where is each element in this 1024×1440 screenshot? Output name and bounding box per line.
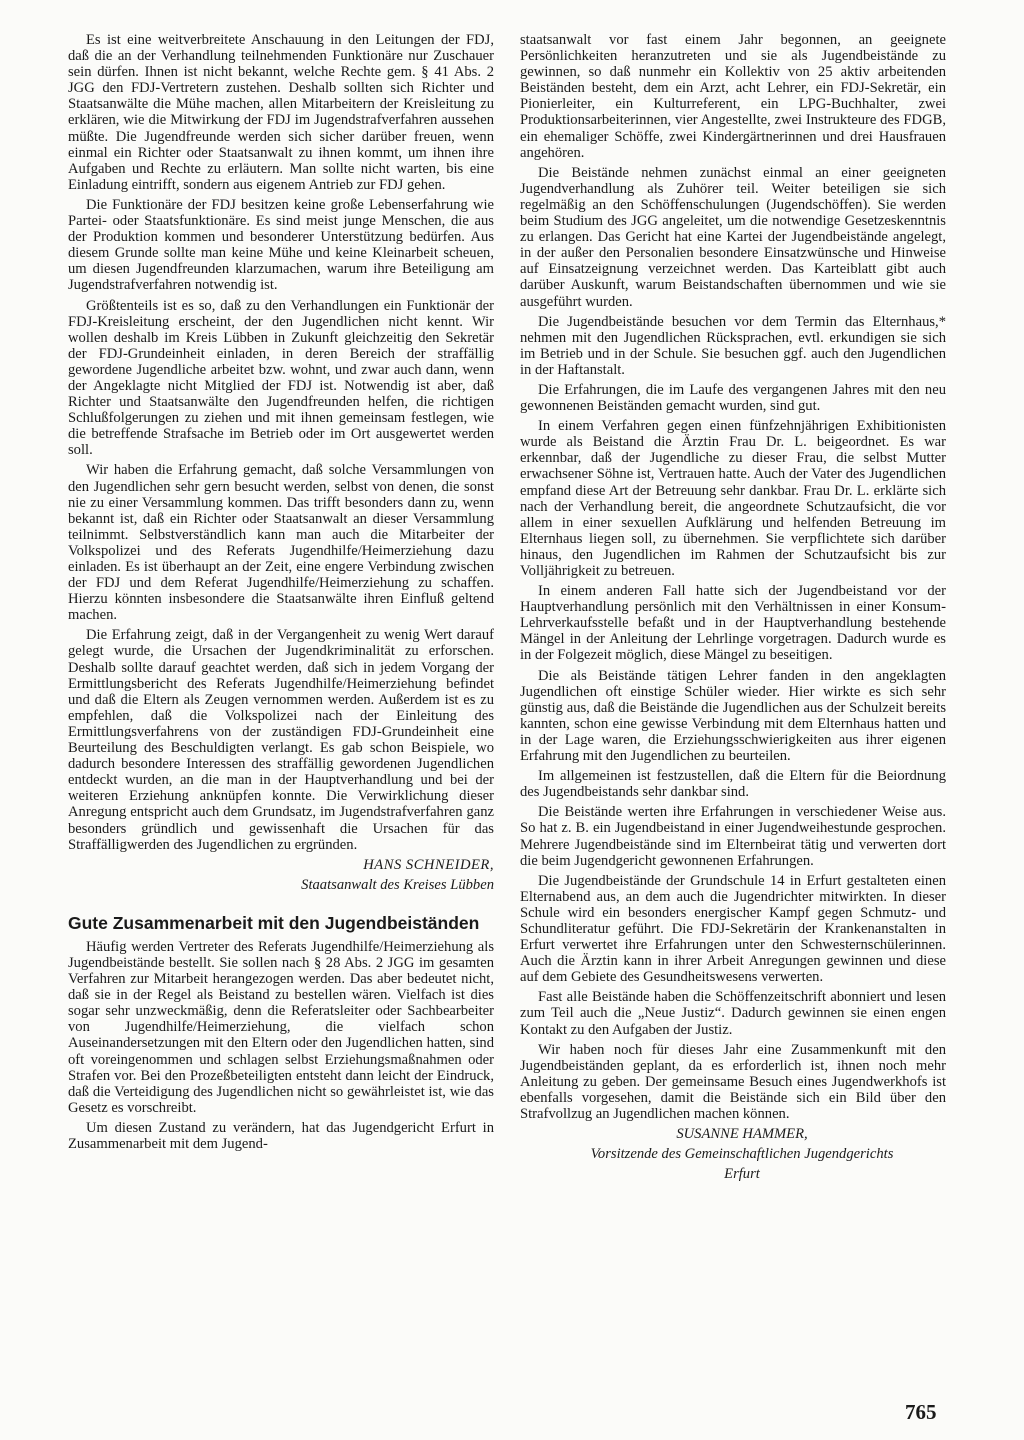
paragraph: Wir haben die Erfahrung gemacht, daß solche Versammlungen von den Jugendlichen sehr gern besucht werden, selbst von denen, die sonst nie zu einer Versammlung kommen. Das trifft besonders dann zu, wenn bekannt ist, daß ein Richter oder Staatsanwalt an dieser Versammlung teilnimmt. Selbstverständlich kann man auch die Mitarbeiter der Volkspolizei und des Referats Jugendhilfe/Heimerziehung dazu einladen. Es ist überhaupt an der Zeit, eine engere Verbindung zwischen der FDJ und dem Referat Jugendhilfe/Heimerziehung zu schaffen. Hierzu könnten insbesondere die Staatsanwälte ihren Einfluß geltend machen.	[68, 462, 494, 624]
author-name	[520, 1126, 946, 1142]
author-place: Erfurt	[724, 1166, 760, 1183]
paragraph: In einem anderen Fall hatte sich der Jugendbeistand vor der Hauptverhandlung persönlich mit den Verhältnissen in einer Konsum-Lehrverkaufsstelle befaßt und in der Hauptverhandlung bestehende Mängel in der Anleitung der Lehrlinge vorgetragen. Dadurch wurde es in der Folgezeit möglich, diese Mängel zu beseitigen.	[520, 583, 946, 664]
page-number: 765	[905, 1400, 937, 1424]
paragraph: Die als Beistände tätigen Lehrer fanden in den angeklagten Jugendlichen oft einstige Schüler wieder. Hier wirkte es sich sehr günstig aus, daß die Beistände die Jugendlichen aus der Schulzeit bereits kannten, schon eine gewisse Verbindung mit dem Elternhaus hatten und in der Lage waren, die Erziehungsschwierigkeiten aus ihrer eigenen Erfahrung mit den Jugendlichen zu beurteilen.	[520, 667, 946, 765]
paragraph: Die Jugendbeistände besuchen vor dem Termin das Elternhaus,* nehmen mit den Jugendlichen Rücksprachen, evtl. erkundigen sie sich im Betrieb und in der Schule. Sie besuchen ggf. auch den Jugendlichen in der Haftanstalt.	[520, 313, 946, 378]
left-column	[68, 32, 494, 1156]
paragraph: Größtenteils ist es so, daß zu den Verhandlungen ein Funktionär der FDJ-Kreisleitung erscheint, der den Jugendlichen nicht kennt. Wir wollen deshalb im Kreis Lübben in Zukunft gleichzeitig den Sekretär der FDJ-Grundeinheit einladen, in deren Bereich der straffällig gewordene Jugendliche arbeitet bzw. wohnt, und zwar auch dann, wenn der Angeklagte nicht Mitglied der FDJ ist. Notwendig ist aber, daß Richter und Staatsanwälte den Jugendfreunden helfen, die richtigen Schlußfolgerungen zu ziehen und mit ihnen gemeinsam festlegen, wie die betreffende Strafsache im Betrieb oder im Ort ausgewertet werden soll.	[68, 297, 494, 459]
author-name-text: SUSANNE HAMMER,	[676, 1126, 808, 1143]
paragraph: Die Erfahrung zeigt, daß in der Vergangenheit zu wenig Wert darauf gelegt wurde, die Ursachen der Jugendkriminalität zu erforschen. Deshalb sollte darauf geachtet werden, daß sich in jedem Vorgang der Ermittlungsbericht des Referats Jugendhilfe/Heimerziehung befindet und daß die Eltern als Zeugen vernommen werden. Außerdem ist es zu empfehlen, daß die Volkspolizei nach der Einleitung des Ermittlungsverfahrens von der zuständigen FDJ-Grundeinheit eine Beurteilung des Beschuldigten verlangt. Es gab schon Beispiele, wo dadurch besondere Interessen des straffällig gewordenen Jugendlichen entdeckt wurden, an die man in der Hauptverhandlung und bei der weiteren Erziehung anknüpfen konnte. Die Verwirklichung dieser Anregung entspricht auch dem Grundsatz, im Jugendstrafverfahren ganz besonders gründlich und gewissenhaft die Ursachen für das Straffälligwerden des Jugendlichen zu ergründen.	[68, 627, 494, 853]
author-role: Vorsitzende des Gemeinschaftlichen Jugendgerichts	[590, 1146, 894, 1163]
paragraph: Fast alle Beistände haben die Schöffenzeitschrift abonniert und lesen zum Teil auch die „Neue Justiz“. Dadurch gewinnen sie einen engen Kontakt zu den Aufgaben der Justiz.	[520, 989, 946, 1038]
paragraph: Im allgemeinen ist festzustellen, daß die Eltern für die Beiordnung des Jugendbeistands sehr dankbar sind.	[520, 768, 946, 801]
paragraph: In einem Verfahren gegen einen fünfzehnjährigen Exhibitionisten wurde als Beistand die Ärztin Frau Dr. L. beigeordnet. Es war erkennbar, daß der Jugendliche zu dieser Frau, die selbst Mutter erwachsener Söhne ist, Vertrauen hatte. Auch der Vater des Jugendlichen empfand diese Art der Betreuung sehr dankbar. Frau Dr. L. erklärte sich nach der Verhandlung bereit, die angeordnete Schutzaufsicht, die vor allem in einer sexuellen Aufklärung und helfenden Betreuung im Elternhaus liegen soll, zu übernehmen. Sie verpflichtete sich darüber hinaus, den Jugendlichen im Rahmen der Schutzaufsicht bis zur Volljährigkeit zu betreuen.	[520, 418, 946, 579]
article-heading: Gute Zusammenarbeit mit den Jugendbeiständen	[68, 912, 480, 933]
paragraph: Die Beistände werten ihre Erfahrungen in verschiedener Weise aus. So hat z. B. ein Jugendbeistand in einer Jugendweihestunde gesprochen. Mehrere Jugendbeistände sind im Elternbeirat tätig und verwerten dort die beim Jugendgericht gewonnenen Erfahrungen.	[520, 804, 946, 869]
paragraph: Wir haben noch für dieses Jahr eine Zusammenkunft mit den Jugendbeiständen geplant, da es erforderlich ist, ihnen noch mehr Anleitung zu geben. Der gemeinsame Besuch eines Jugendwerkhofs ist ebenfalls vorgesehen, damit die Beistände sich ein Bild über den Strafvollzug an Jugendlichen machen können.	[520, 1041, 946, 1122]
right-column	[520, 32, 946, 1186]
author-name-text: HANS SCHNEIDER,	[363, 856, 494, 873]
paragraph: Die Funktionäre der FDJ besitzen keine große Lebenserfahrung wie Partei- oder Staatsfunktionäre. Es sind meist junge Menschen, die aus der Produktion kommen und besonderer Unterstützung bedürfen. Aus diesem Grunde sollte man keine Mühe und keine Kleinarbeit scheuen, um diesen Jugendfreunden klarzumachen, warum ihre Beteiligung am Jugendstrafverfahren notwendig ist.	[68, 196, 494, 294]
paragraph: Die Beistände nehmen zunächst einmal an einer geeigneten Jugendverhandlung als Zuhörer teil. Weiter beteiligen sie sich regelmäßig an den Schöffenschulungen (Jugendschöffen). Sie werden beim Studium des JGG angeleitet, um die notwendige Gesetzeskenntnis zu erlangen. Das Gericht hat eine Kartei der Jugendbeistände angelegt, in der außer den Personalien besondere Einsatzwünsche und Hinweise auf Einsatzeignung verzeichnet werden. Das Karteiblatt gibt auch darüber Auskunft, warum Beistandschaften übernommen und wie sie ausgeführt wurden.	[520, 164, 946, 310]
paragraph: Es ist eine weitverbreitete Anschauung in den Leitungen der FDJ, daß die an der Verhandlung teilnehmenden Funktionäre nur Zuschauer sein dürfen. Ihnen ist nicht bekannt, welche Rechte gem. § 41 Abs. 2 JGG den FDJ-Vertretern zustehen. Deshalb sollten sich Richter und Staatsanwälte die Mühe machen, allen Mitarbeitern der Kreisleitung zu erklären, wie die Mitwirkung der FDJ im Jugendstrafverfahren aussehen müßte. Die Jugendfreunde werden sich sicher darüber freuen, wenn einmal ein Richter oder Staatsanwalt zu ihnen kommt, um ihnen ihre Aufgaben und Rechte zu erläutern. Man sollte nicht warten, bis eine Einladung eintrifft, sondern aus eigenem Antrieb zur FDJ gehen.	[68, 32, 494, 193]
paragraph: Die Erfahrungen, die im Laufe des vergangenen Jahres mit den neu gewonnenen Beiständen gemacht wurden, sind gut.	[520, 381, 946, 415]
paragraph: Die Jugendbeistände der Grundschule 14 in Erfurt gestalteten einen Elternabend aus, an dem auch die Jugendrichter mitwirkten. In dieser Schule wird ein besonders energischer Kampf gegen Schmutz- und Schundliteratur geführt. Die FDJ-Sekretärin der Krankenanstalten in Erfurt verwertet ihre Erfahrungen unter den Schwesternschülerinnen. Auch die Ärztin kann in ihrer Arbeit Anregungen gewinnen und diese auf dem Gebiete des Gesundheitswesens verwerten.	[520, 872, 946, 986]
paragraph: Um diesen Zustand zu verändern, hat das Jugendgericht Erfurt in Zusammenarbeit mit dem Jugend-	[68, 1119, 494, 1152]
author-role: Staatsanwalt des Kreises Lübben	[301, 876, 494, 893]
paragraph-continuation: staatsanwalt vor fast einem Jahr begonnen, an geeignete Persönlichkeiten heranzutreten und sie als Jugendbeistände zu gewinnen, so daß nunmehr ein Kollektiv von 25 aktiv arbeitenden Beiständen besteht, dem ein Arzt, acht Lehrer, ein FDJ-Sekretär, ein Pionierleiter, ein Kulturreferent, ein LPG-Buchhalter, zwei Produktionsarbeiterinnen, vier Angestellte, zwei Instrukteure des FDGB, ein ehemaliger Schöffe, zwei Kindergärtnerinnen und drei Hausfrauen angehören.	[520, 32, 946, 161]
author-name	[68, 857, 494, 873]
paragraph: Häufig werden Vertreter des Referats Jugendhilfe/Heimerziehung als Jugendbeistände bestellt. Sie sollen nach § 28 Abs. 2 JGG im gesamten Verfahren zur Mitarbeit herangezogen werden. Das aber bedeutet nicht, daß sie in der Regel als Beistand zu bestellen wären. Vielfach ist dies sogar sehr unzweckmäßig, denn die Referatsleiter oder Sachbearbeiter von Jugendhilfe/Heimerziehung, die vielfach schon Auseinandersetzungen mit den Eltern oder den Jugendlichen hatten, sind oft voreingenommen und schlagen selbst Erziehungsmaßnahmen oder Strafen vor. Bei den Prozeßbeteiligten entsteht dann leicht der Eindruck, daß die Verteidigung des Jugendlichen nicht so gewährleistet ist, wie das Gesetz es vorschreibt.	[68, 938, 494, 1116]
